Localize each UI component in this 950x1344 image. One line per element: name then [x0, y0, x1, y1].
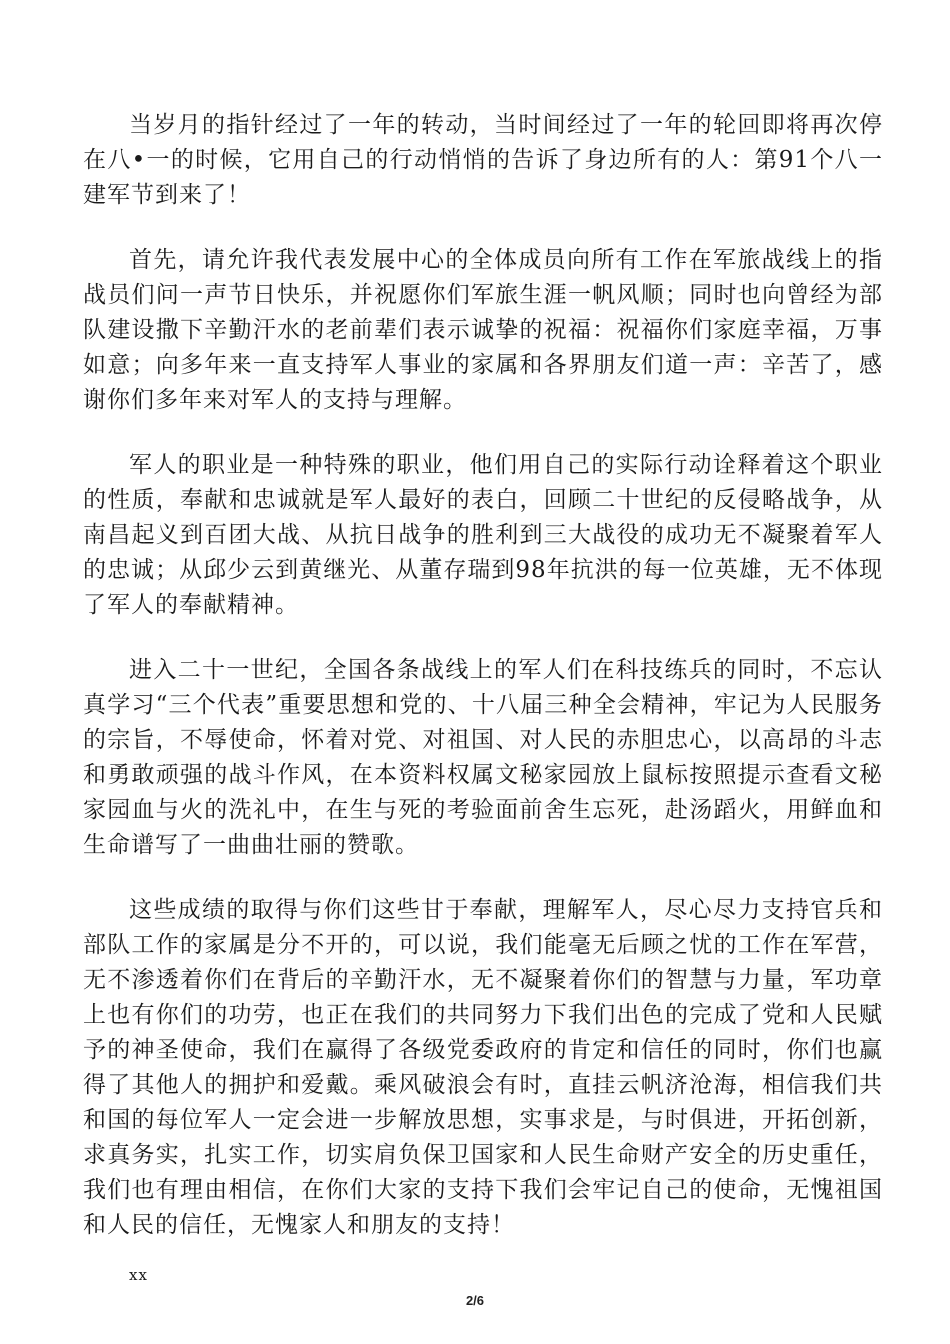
page-number: 2/6	[465, 1293, 485, 1308]
document-body	[83, 108, 883, 1285]
paragraph-2: 首先，请允许我代表发展中心的全体成员向所有工作在军旅战线上的指战员们问一声节日快乐，并祝愿你们军旅生涯一帆风顺；同时也向曾经为部队建设撒下辛勤汗水的老前辈们表示诚挚的祝福：祝福你们家庭幸福，万事如意；向多年来一直支持军人事业的家属和各界朋友们道一声：辛苦了，感谢你们多年来对军人的支持与理解。	[83, 247, 883, 413]
paragraph-5: 这些成绩的取得与你们这些甘于奉献，理解军人，尽心尽力支持官兵和部队工作的家属是分不开的，可以说，我们能毫无后顾之忧的工作在军营，无不渗透着你们在背后的辛勤汗水，无不凝聚着你们的智慧与力量，军功章上也有你们的功劳，也正在我们的共同努力下我们出色的完成了党和人民赋予的神圣使命，我们在赢得了各级党委政府的肯定和信任的同时，你们也赢得了其他人的拥护和爱戴。乘风破浪会有时，直挂云帆济沧海，相信我们共和国的每位军人一定会进一步解放思想，实事求是，与时俱进，开拓创新，求真务实，扎实工作，切实肩负保卫国家和人民生命财产安全的历史重任，我们也有理由相信，在你们大家的支持下我们会牢记自己的使命，无愧祖国和人民的信任，无愧家人和朋友的支持！	[83, 897, 883, 1238]
signature: xx	[129, 1266, 148, 1284]
paragraph-4: 进入二十一世纪，全国各条战线上的军人们在科技练兵的同时，不忘认真学习“三个代表”重要思想和党的、十八届三种全会精神，牢记为人民服务的宗旨，不辱使命，怀着对党、对祖国、对人民的赤胆忠心，以高昂的斗志和勇敢顽强的战斗作风，在本资料权属文秘家园放上鼠标按照提示查看文秘家园血与火的洗礼中，在生与死的考验面前舍生忘死，赴汤蹈火，用鲜血和生命谱写了一曲曲壮丽的赞歌。	[83, 657, 883, 858]
paragraph-3: 军人的职业是一种特殊的职业，他们用自己的实际行动诠释着这个职业的性质，奉献和忠诚就是军人最好的表白，回顾二十世纪的反侵略战争，从南昌起义到百团大战、从抗日战争的胜利到三大战役的成功无不凝聚着军人的忠诚；从邱少云到黄继光、从董存瑞到98年抗洪的每一位英雄，无不体现了军人的奉献精神。	[83, 452, 883, 618]
paragraph-1: 当岁月的指针经过了一年的转动，当时间经过了一年的轮回即将再次停在八•一的时候，它用自己的行动悄悄的告诉了身边所有的人：第91个八一建军节到来了！	[83, 112, 883, 208]
